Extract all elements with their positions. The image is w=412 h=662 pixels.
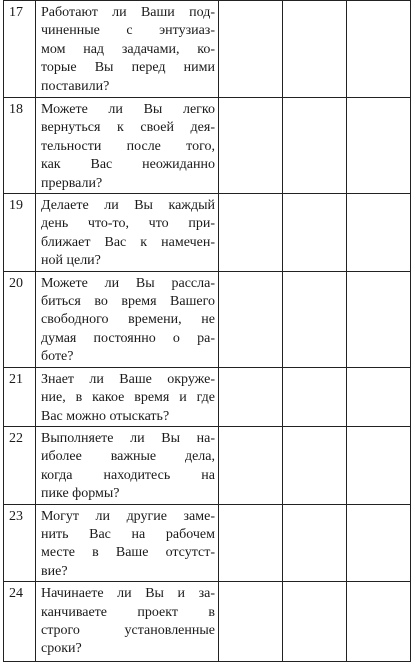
question-text-line: иболее важные дела, <box>41 449 215 465</box>
question-number: 21 <box>4 367 36 426</box>
question-text-line: сроки? <box>41 641 82 657</box>
question-text-line: вернуться к своей дея- <box>41 120 215 136</box>
question-text-cell <box>36 1 219 98</box>
question-text-line: Выполняете ли Вы на- <box>41 430 215 446</box>
question-text-line: прервали? <box>41 175 103 191</box>
answer-cell[interactable] <box>219 426 283 504</box>
answer-cell[interactable] <box>219 1 283 98</box>
question-text-cell <box>36 271 219 367</box>
question-text-line: канчиваете проект в <box>41 604 215 620</box>
question-row <box>4 504 411 582</box>
question-row <box>4 426 411 504</box>
question-text-line: месте в Ваше отсутст- <box>41 545 215 561</box>
question-text-line: ближает Вас к намечен- <box>41 234 215 250</box>
question-text-line: ние, в какое время и где <box>41 390 215 406</box>
answer-cell[interactable] <box>347 194 411 272</box>
question-text <box>41 4 215 96</box>
question-text-cell <box>36 426 219 504</box>
question-text-line: день что-то, что при- <box>41 216 215 232</box>
answer-cell[interactable] <box>283 367 347 426</box>
question-text <box>41 275 215 367</box>
question-text <box>41 585 215 659</box>
question-text-line: думая постоянно о ра- <box>41 330 215 346</box>
question-number: 24 <box>4 582 36 662</box>
question-number: 22 <box>4 426 36 504</box>
answer-cell[interactable] <box>283 504 347 582</box>
question-text-line: мом над задачами, ко- <box>41 41 215 57</box>
question-text-line: как Вас неожиданно <box>41 157 215 173</box>
question-text-line: свободного времени, не <box>41 312 215 328</box>
question-text-line: ной цели? <box>41 253 101 269</box>
question-text-line: биться во время Вашего <box>41 294 215 310</box>
answer-cell[interactable] <box>347 1 411 98</box>
answer-cell[interactable] <box>283 98 347 194</box>
question-text <box>41 430 215 504</box>
question-text <box>41 101 215 193</box>
question-text-cell <box>36 504 219 582</box>
answer-cell[interactable] <box>219 582 283 662</box>
answer-cell[interactable] <box>283 1 347 98</box>
question-number: 18 <box>4 98 36 194</box>
question-number: 19 <box>4 194 36 272</box>
question-row <box>4 582 411 662</box>
question-text-line: поставили? <box>41 78 110 94</box>
question-number: 17 <box>4 1 36 98</box>
questionnaire-table <box>3 0 411 662</box>
answer-cell[interactable] <box>347 582 411 662</box>
answer-cell[interactable] <box>219 98 283 194</box>
question-text-line: Вас можно отыскать? <box>41 408 170 424</box>
question-text-cell <box>36 367 219 426</box>
question-text <box>41 371 215 426</box>
answer-cell[interactable] <box>219 367 283 426</box>
answer-cell[interactable] <box>347 504 411 582</box>
question-text-line: Могут ли другие заме- <box>41 508 215 524</box>
answer-cell[interactable] <box>347 426 411 504</box>
question-row <box>4 1 411 98</box>
answer-cell[interactable] <box>219 504 283 582</box>
question-text-line: Начинаете ли Вы и за- <box>41 586 215 602</box>
answer-cell[interactable] <box>283 582 347 662</box>
question-text <box>41 508 215 582</box>
question-number: 20 <box>4 271 36 367</box>
answer-cell[interactable] <box>283 271 347 367</box>
question-row <box>4 194 411 272</box>
question-number: 23 <box>4 504 36 582</box>
question-text-cell <box>36 582 219 662</box>
questionnaire-body <box>4 1 411 662</box>
question-text-line: Можете ли Вы рассла- <box>41 275 215 291</box>
answer-cell[interactable] <box>283 194 347 272</box>
question-row <box>4 367 411 426</box>
answer-cell[interactable] <box>219 271 283 367</box>
question-text-line: когда находитесь на <box>41 467 215 483</box>
answer-cell[interactable] <box>219 194 283 272</box>
question-text-line: пике формы? <box>41 486 120 502</box>
question-text <box>41 197 215 271</box>
question-text-line: Знает ли Ваше окруже- <box>41 371 215 387</box>
question-text-line: чиненные с энтузиаз- <box>41 23 215 39</box>
question-text-line: торые Вы перед ними <box>41 60 215 76</box>
question-text-line: строго установленные <box>41 622 215 638</box>
question-row <box>4 271 411 367</box>
question-row <box>4 98 411 194</box>
question-text-cell <box>36 194 219 272</box>
question-text-cell <box>36 98 219 194</box>
question-text-line: Работают ли Ваши под- <box>41 5 215 20</box>
answer-cell[interactable] <box>347 367 411 426</box>
answer-cell[interactable] <box>347 98 411 194</box>
question-text-line: нить Вас на рабочем <box>41 526 215 542</box>
answer-cell[interactable] <box>283 426 347 504</box>
answer-cell[interactable] <box>347 271 411 367</box>
question-text-line: тельности после того, <box>41 138 215 154</box>
question-text-line: боте? <box>41 349 74 365</box>
question-text-line: вие? <box>41 563 68 579</box>
question-text-line: Делаете ли Вы каждый <box>41 198 215 214</box>
question-text-line: Можете ли Вы легко <box>41 102 215 117</box>
